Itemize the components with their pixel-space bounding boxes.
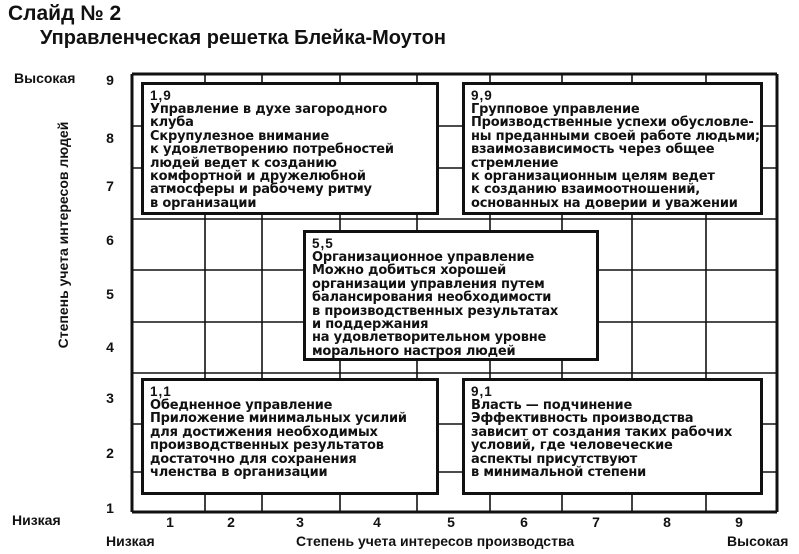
style-text-line: к удовлетворению потребностей	[150, 142, 394, 158]
style-text-line: членства в организации	[150, 465, 328, 481]
x-axis-low-label: Низкая	[106, 533, 155, 549]
x-tick-label: 4	[373, 514, 381, 530]
style-text-line: зависит от создания таких рабочих	[471, 424, 733, 440]
style-text-line: условий, где человеческие	[471, 438, 673, 454]
style-text-line: аспекты присутствуют	[471, 451, 638, 467]
style-text-line: для достижения необходимых	[150, 424, 378, 440]
x-axis-title: Степень учета интересов производства	[296, 533, 575, 549]
style-text-line: в минимальной степени	[471, 465, 647, 481]
x-tick-label: 5	[447, 514, 455, 530]
x-tick-label: 1	[166, 514, 174, 530]
slide-subtitle: Управленческая решетка Блейка-Моутон	[40, 27, 446, 49]
style-text-line: комфортной и дружелюбной	[150, 169, 366, 185]
y-tick-label: 7	[106, 178, 114, 194]
y-tick-label: 5	[106, 286, 114, 302]
style-code: 9,9	[471, 88, 493, 103]
style-text-line: клуба	[150, 115, 194, 131]
style-text-line: людей ведет к созданию	[150, 155, 337, 171]
style-text-line: атмосферы и рабочему ритму	[150, 182, 372, 198]
style-box-9-9	[462, 82, 763, 215]
style-text-line: Групповое управление	[471, 102, 640, 117]
y-axis-low-label: Низкая	[12, 512, 61, 528]
style-text-line: балансирования необходимости	[312, 290, 552, 306]
y-tick-label: 6	[106, 232, 114, 248]
y-tick-label: 9	[106, 72, 114, 88]
style-code: 9,1	[471, 384, 493, 399]
style-box-1-9	[141, 82, 439, 215]
style-text-line: Производственные успехи обусловле-	[471, 115, 754, 131]
style-text-line: морального настроя людей	[312, 343, 516, 359]
style-text-line: в производственных результатах	[312, 303, 559, 319]
x-tick-label: 9	[735, 514, 743, 530]
style-text-line: Организационное управление	[312, 250, 535, 265]
y-tick-label: 4	[106, 339, 114, 355]
x-axis-high-label: Высокая	[727, 533, 789, 549]
y-axis-title: Степень учета интересов людей	[55, 121, 71, 349]
style-text-line: к организационным целям ведет	[471, 169, 715, 185]
style-text-line: производственных результатов	[150, 438, 384, 454]
x-tick-label: 2	[227, 514, 235, 530]
slide-title: Слайд № 2	[8, 2, 122, 25]
style-text-line: Обедненное управление	[150, 398, 333, 413]
x-tick-label: 7	[592, 514, 600, 530]
style-box-9-1	[462, 378, 763, 495]
style-text-line: организации управления путем	[312, 276, 545, 292]
style-text-line: Власть — подчинение	[471, 398, 633, 413]
style-text-line: Можно добиться хорошей	[312, 263, 507, 279]
style-text-line: достаточно для сохранения	[150, 451, 357, 467]
style-text-line: Управление в духе загородного	[150, 102, 388, 117]
x-tick-label: 8	[663, 514, 671, 530]
style-text-line: взаимозависимость через общее	[471, 142, 715, 158]
y-tick-label: 3	[106, 390, 114, 406]
style-text-line: Эффективность производства	[471, 411, 694, 427]
x-tick-label: 3	[296, 514, 304, 530]
style-code: 1,9	[150, 88, 172, 103]
style-text-line: и поддержания	[312, 317, 429, 333]
style-box-1-1	[141, 378, 439, 495]
style-text-line: Скрупулезное внимание	[150, 128, 330, 144]
style-text-line: Приложение минимальных усилий	[150, 411, 407, 427]
style-text-line: основанных на доверии и уважении	[471, 195, 738, 211]
style-text-line: на удовлетворительном уровне	[312, 330, 547, 346]
y-tick-label: 1	[106, 500, 114, 516]
y-axis-high-label: Высокая	[14, 70, 76, 86]
style-text-line: в организации	[150, 195, 257, 211]
style-code: 5,5	[312, 236, 334, 251]
style-box-5-5	[303, 230, 599, 361]
x-tick-label: 6	[520, 514, 528, 530]
style-text-line: ны преданными своей работе людьми;	[471, 128, 760, 144]
style-text-line: стремление	[471, 155, 559, 171]
style-text-line: к созданию взаимоотношений,	[471, 182, 701, 198]
y-tick-label: 2	[106, 445, 114, 461]
style-code: 1,1	[150, 384, 172, 399]
y-tick-label: 8	[106, 130, 114, 146]
